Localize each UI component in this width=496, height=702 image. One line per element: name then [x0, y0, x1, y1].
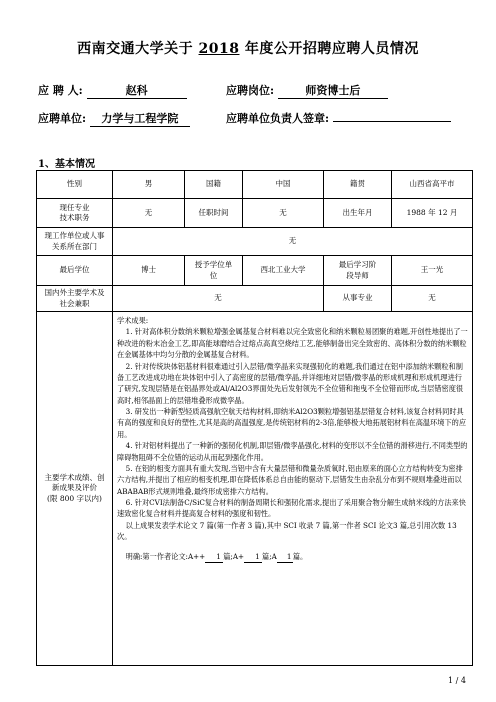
title-value: 无 [113, 199, 185, 228]
clarify-line: 明确:第一作者论文:A++ 1 篇;A+ 1 篇;A 1篇。 [117, 551, 468, 563]
major-value: 无 [392, 286, 473, 312]
signature-row: 应聘单位负责人签章: [226, 110, 451, 126]
gender-value: 男 [113, 171, 185, 199]
native-value: 山西省高平市 [392, 171, 473, 199]
position-value: 师资博士后 [278, 82, 388, 99]
grantor-value: 西北工业大学 [243, 256, 324, 286]
unit-row: 应聘单位: 力学与工程学院 [38, 110, 190, 127]
nationality-label: 国籍 [185, 171, 243, 199]
birth-label: 出生年月 [324, 199, 392, 228]
term-value: 无 [243, 199, 324, 228]
achievement-item: 5. 在铝的相变方面具有重大发现,当铝中含有大量层错和微量杂质氧时,铝由原来的面心立方结构转变为密排六方结构,并提出了相应的相变机理,即在降低体系总自由能的驱动下,层错发生由杂乱分布到不规则堆叠进而以ABABAB形式规则堆叠,最终形成密排六方结构。 [117, 463, 463, 496]
achievement-item: 2. 针对传统块体铝基材料很难通过引入层错/微孪晶来实现强韧化的难题,我们通过在铝中添加纳米颗粒和制备工艺改进成功地在块体铝中引入了高密度的层错/微孪晶,并详细地对层错/微孪晶的形成机理和形成机理进行了研究,发现层错是在铝晶界处或Al/Al2O3界面处先后发射领先不全位错和拖曳不全位错而形成,当层错密度很高时,相邻晶面上的层错堆叠形成微孪晶。 [117, 361, 464, 405]
org-value: 无 [113, 286, 324, 312]
info-table [36, 170, 473, 666]
applicant-row: 应 聘 人: 赵科 [38, 82, 187, 99]
native-label: 籍贯 [324, 171, 392, 199]
section-title: 1、基本情况 [38, 159, 95, 170]
signature-field [333, 121, 451, 122]
clarify-a-plus-count: 1 [244, 551, 262, 563]
title-year: 2018 [198, 41, 240, 57]
org-label: 国内外主要学术及 社会兼职 [37, 286, 113, 312]
supervisor-label: 最后学习阶 段导师 [324, 256, 392, 286]
summary-text: 以上成果发表学术论文 7 篇(第一作者 3 篇),其中 SCI 收录 7 篇,第一作者 SCI 论文3 篇,总引用次数 13 次。 [117, 520, 457, 542]
achievement-item: 1. 针对高体积分数纳米颗粒增强金属基复合材料难以完全致密化和纳米颗粒易团聚的难题,开创性地提出了一种改进的粉末冶金工艺,即高能球磨结合过熔点高真空烧结工艺,能够制备出完全致密的、高体积分数的纳米颗粒在金属基体中均匀分散的金属基复合材料。 [117, 327, 468, 360]
achievement-item: 6. 针对CVI法制备C/SiC复合材料的制备周期长和强韧化需求,提出了采用聚合物分解生成纳米线的方法来快速致密化复合材料并提高复合材料的强度和韧性。 [117, 498, 466, 519]
employer-label: 现工作单位或人事 关系所在部门 [37, 228, 113, 256]
achievement-item: 4. 针对铝材料提出了一种新的强韧化机制,即层错/微孪晶强化,材料的变形以不全位错的滑移进行,不同类型的障碍物阻碍不全位错的运动从而起到强化作用。 [117, 441, 468, 462]
page-title: 西南交通大学关于 2018 年度公开招聘应聘人员情况 [77, 41, 419, 57]
achievements-cell [113, 312, 473, 666]
achievements-label: 主要学术成绩、创 新成果及评价 (限 800 字以内) [37, 312, 113, 666]
achievements-heading: 学术成果: [117, 316, 149, 325]
grantor-label: 授予学位单 位 [185, 256, 243, 286]
unit-value: 力学与工程学院 [90, 110, 190, 127]
title-label: 现任专业 技术职务 [37, 199, 113, 228]
clarify-app-count: 1 [205, 551, 223, 563]
nationality-value: 中国 [243, 171, 324, 199]
page-number: 1 / 4 [448, 676, 466, 685]
term-label: 任职时间 [185, 199, 243, 228]
birth-value: 1988 年 12 月 [392, 199, 473, 228]
degree-label: 最后学位 [37, 256, 113, 286]
position-row: 应聘岗位: 师资博士后 [226, 82, 388, 99]
supervisor-value: 王一光 [392, 256, 473, 286]
achievement-item: 3. 研发出一种新型轻质高强航空航天结构材料,即纳米Al2O3颗粒增强铝基层错复合材料,该复合材料同时具有高的强度和良好的塑性,尤其是高的高温强度,是传统铝材料的2-3倍,能够极大地拓展铝材料在高温环境下的应用。 [117, 407, 467, 439]
clarify-a-count: 1 [277, 551, 293, 563]
employer-value: 无 [113, 228, 473, 256]
major-label: 从事专业 [324, 286, 392, 312]
degree-value: 博士 [113, 256, 185, 286]
applicant-name: 赵科 [87, 82, 187, 99]
gender-label: 性别 [37, 171, 113, 199]
